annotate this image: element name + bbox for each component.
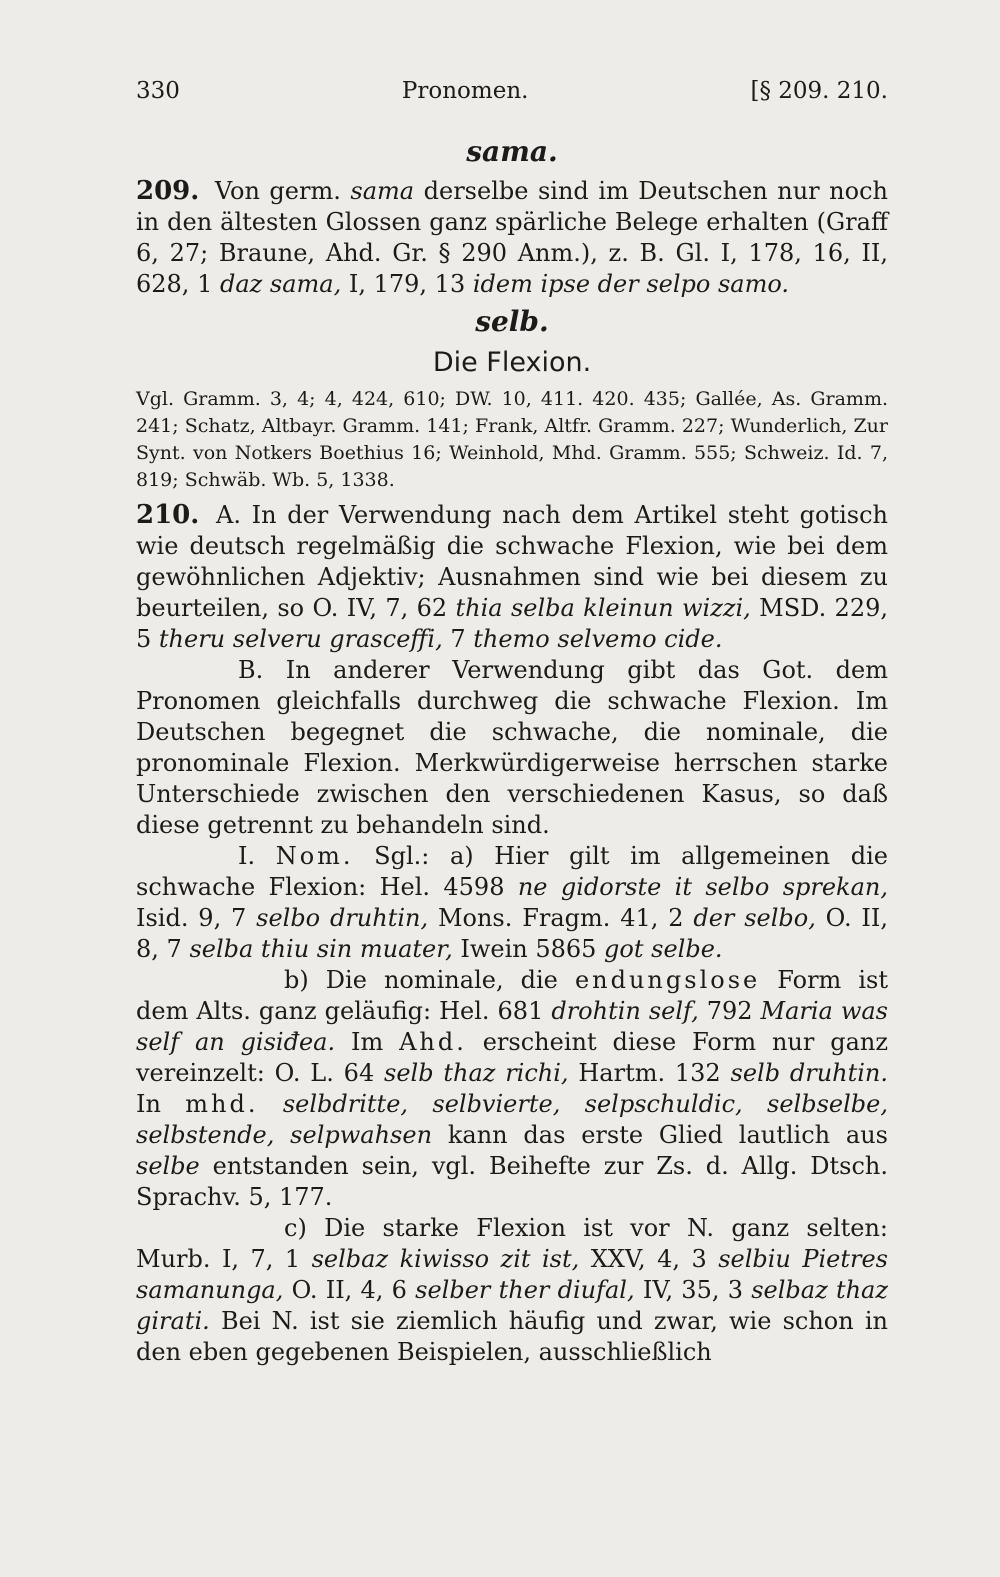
- text: entstanden sein, vgl. Beihefte zur Zs. d. Allg. Dtsch. Sprachv. 5, 177.: [136, 1152, 888, 1211]
- text: kann das erste Glied lautlich aus: [432, 1121, 888, 1149]
- text: I.: [238, 842, 276, 870]
- example: selbiu Pietres samanunga,: [136, 1245, 888, 1304]
- text: erscheint diese Form nur ganz vereinzelt: O. L. 64: [136, 1028, 888, 1087]
- example: selbe: [136, 1152, 200, 1180]
- text: c) Die starke Flexion ist vor N. ganz selten: Murb. I, 7, 1: [136, 1214, 888, 1273]
- example: selber ther diufal,: [415, 1276, 635, 1304]
- section-210-a: [136, 500, 888, 655]
- section-number-210: 210.: [136, 500, 200, 530]
- page-number: 330: [136, 78, 180, 104]
- text: MSD. 229, 5: [136, 594, 888, 653]
- text: O. II, 8, 7: [136, 904, 888, 963]
- example: Maria was self an gisiđea.: [136, 997, 888, 1056]
- example: ne gidorste it selbo sprekan,: [517, 873, 888, 901]
- example: drohtin self,: [551, 997, 699, 1025]
- bibliography: Vgl. Gramm. 3, 4; 4, 424, 610; DW. 10, 411. 420. 435; Gallée, As. Gramm. 241; Schatz, Altbayr. Gramm. 141; Frank, Altfr. Gramm. 227; Wunderlich, Zur Synt. von Notkers Boethius 16; Weinhold, Mhd. Gramm. 555; Schweiz. Id. 7, 819; Schwäb. Wb. 5, 1338.: [136, 388, 888, 491]
- section-209: [136, 176, 888, 300]
- spaced-text: Ahd.: [399, 1028, 467, 1056]
- example: selbaz kiwisso zit ist,: [311, 1245, 580, 1273]
- nominative-b: [136, 965, 888, 1213]
- text: IV, 35, 3: [634, 1276, 752, 1304]
- text: Bei N. ist sie ziemlich häufig und zwar, wie schon in den eben gegebenen Beispielen, ausschließlich: [136, 1307, 888, 1366]
- example: selbdritte, selbvierte, selpschuldic, selbselbe, selbstende, selpwahsen: [136, 1090, 888, 1149]
- text: Iwein 5865: [452, 935, 605, 963]
- example: der selbo,: [693, 904, 816, 932]
- text: Isid. 9, 7: [136, 904, 257, 932]
- text: XXV, 4, 3: [579, 1245, 719, 1273]
- text: 7: [442, 625, 474, 653]
- example: theru selveru grasceffi,: [158, 625, 443, 653]
- text: Sgl.: a) Hier gilt im allgemeinen die schwache Flexion: Hel. 4598: [136, 842, 888, 901]
- text: Von germ.: [205, 177, 351, 205]
- spaced-text: mhd.: [185, 1090, 259, 1118]
- text: I, 179, 13: [341, 270, 473, 298]
- heading-selb: selb.: [475, 305, 549, 338]
- text: b) Die nominale, die: [284, 966, 575, 994]
- example: selbo druhtin,: [256, 904, 429, 932]
- text: Im: [335, 1028, 400, 1056]
- example: selb thaz richi,: [384, 1059, 569, 1087]
- text: In: [136, 1090, 186, 1118]
- nominative-c: [136, 1213, 888, 1368]
- text: derselbe sind im Deutschen nur noch in den ältesten Glossen ganz spärliche Belege erhalten (Graff 6, 27; Braune, Ahd. Gr. § 290 Anm.), z. B. Gl. I, 178, 16, II, 628, 1: [136, 177, 888, 298]
- section-210-b: B. In anderer Verwendung gibt das Got. dem Pronomen gleichfalls durchweg die schwache Flexion. Im Deutschen begegnet die schwache, die nominale, die pronominale Flexion. Merkwürdigerweise herrschen starke Unterschiede zwischen den verschiedenen Kasus, so daß diese getrennt zu behandeln sind.: [136, 656, 888, 839]
- example: selb druhtin.: [730, 1059, 889, 1087]
- text: Hartm. 132: [568, 1059, 731, 1087]
- page-content: [136, 78, 888, 1368]
- example: thia selba kleinun wizzi,: [455, 594, 751, 622]
- heading-flexion: Die Flexion.: [432, 347, 592, 378]
- running-header: [136, 78, 888, 118]
- example: idem ipse der selpo samo.: [472, 270, 790, 298]
- section-number-209: 209.: [136, 176, 200, 206]
- running-title: Pronomen.: [401, 78, 529, 104]
- spaced-text: Nom.: [275, 842, 354, 870]
- text: 792: [698, 997, 761, 1025]
- text: O. II, 4, 6: [283, 1276, 416, 1304]
- text: Form ist dem Alts. ganz geläufig: Hel. 681: [136, 966, 888, 1025]
- example: got selbe.: [604, 935, 723, 963]
- spaced-text: endungslose: [574, 966, 761, 994]
- example: daz sama,: [219, 270, 342, 298]
- text: A. In der Verwendung nach dem Artikel steht gotisch wie deutsch regelmäßig die schwache Flexion, wie bei dem gewöhnlichen Adjektiv; Ausnahmen sind wie bei diesem zu beurteilen, so O. IV, 7, 62: [136, 501, 888, 622]
- example: themo selvemo cide.: [473, 625, 723, 653]
- heading-sama: sama.: [466, 135, 558, 168]
- section-ref: [§ 209. 210.: [750, 78, 888, 104]
- example: selba thiu sin muater,: [189, 935, 453, 963]
- text: [259, 1090, 283, 1118]
- text: Mons. Fragm. 41, 2: [428, 904, 694, 932]
- nominative-a: [136, 841, 888, 965]
- example: selbaz thaz girati.: [136, 1276, 888, 1335]
- example: sama: [350, 177, 415, 205]
